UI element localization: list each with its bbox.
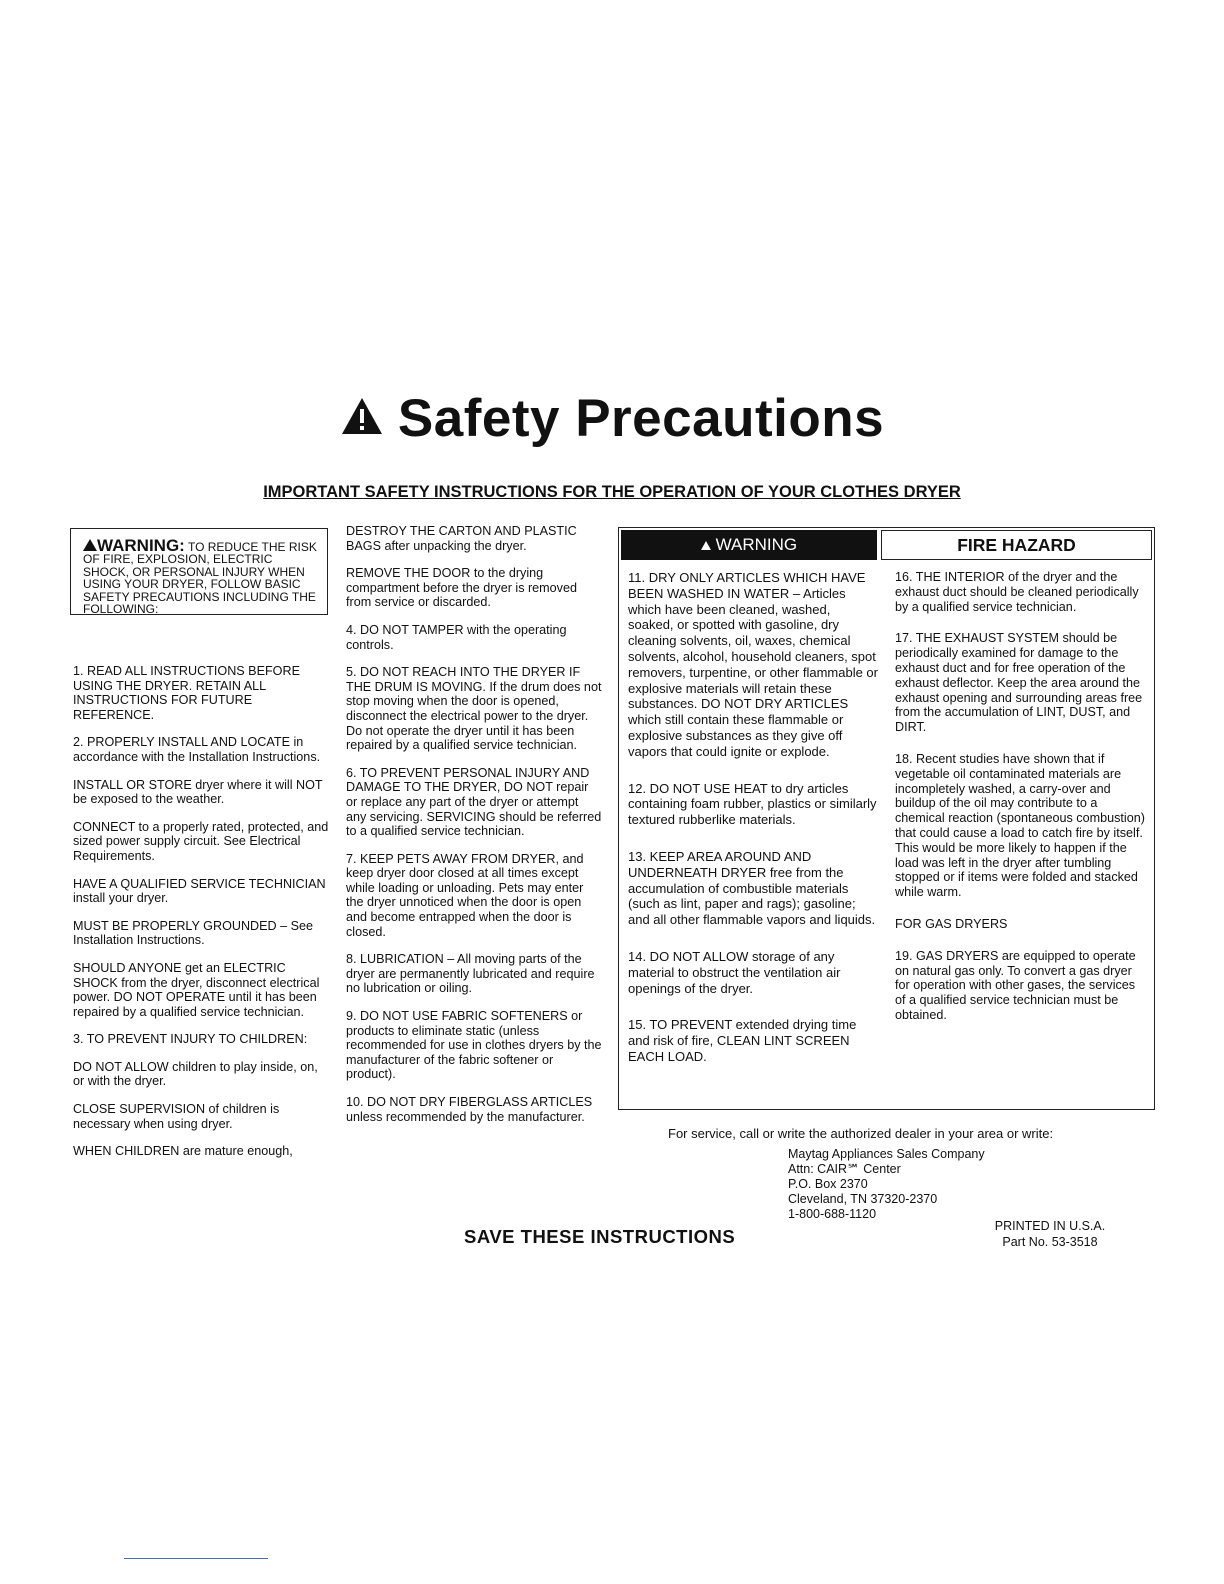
list-item: FOR GAS DRYERS [895,916,1008,931]
list-item: 19. GAS DRYERS are equipped to operate on natural gas only. To convert a gas dryer for operation with other gases, the services of a qualified service technician must be obtained. [895,948,1136,1022]
list-item: HAVE A QUALIFIED SERVICE TECHNICIAN install your dryer. [73,876,326,906]
printed-info [960,1218,1140,1250]
address-line: 1-800-688-1120 [788,1207,877,1221]
column-2 [346,524,602,1137]
list-item: 18. Recent studies have shown that if vegetable oil contaminated materials are incompletely washed, a carry-over and buildup of the oil may contribute to a chemical reaction (spontaneous combustion) that could cause a load to catch fire by itself. This would be more likely to happen if the load was left in the dryer after tumbling stopped or if items were folded and stacked while warm. [895,751,1145,900]
column-4 [895,570,1147,1040]
list-item: DO NOT ALLOW children to play inside, on, or with the dryer. [73,1059,318,1089]
page-title [0,388,1224,453]
list-item: WHEN CHILDREN are mature enough, [73,1144,293,1159]
list-item: CLOSE SUPERVISION of children is necessary when using dryer. [73,1102,280,1131]
list-item: 2. PROPERLY INSTALL AND LOCATE in accordance with the Installation Instructions. [73,735,321,764]
list-item: 14. DO NOT ALLOW storage of any material to obstruct the ventilation air openings of the dryer. [628,948,841,996]
list-item: CONNECT to a properly rated, protected, and sized power supply circuit. See Electrical Requirements. [73,819,329,863]
list-item: SHOULD ANYONE get an ELECTRIC SHOCK from the dryer, disconnect electrical power. DO NOT OPERATE until it has been repaired by a qualified service technician. [73,960,320,1019]
address-line: Attn: CAIR℠ Center [788,1162,901,1176]
column-1 [73,664,331,1172]
list-item: 3. TO PREVENT INJURY TO CHILDREN: [73,1032,308,1047]
list-item: 4. DO NOT TAMPER with the operating controls. [346,622,567,652]
address-line: Cleveland, TN 37320-2370 [788,1192,938,1206]
address-block [788,1147,1048,1222]
column-3 [628,570,878,1086]
warning-header [621,530,877,560]
warning-box [70,528,328,615]
list-item: MUST BE PROPERLY GROUNDED – See Installation Instructions. [73,918,314,948]
address-line: P.O. Box 2370 [788,1177,868,1191]
list-item: 16. THE INTERIOR of the dryer and the exhaust duct should be cleaned periodically by a qualified service technician. [895,570,1139,614]
list-item: DESTROY THE CARTON AND PLASTIC BAGS after unpacking the dryer. [346,524,577,553]
list-item: 7. KEEP PETS AWAY FROM DRYER, and keep dryer door closed at all times except while loading or unloading. Pets may enter the dryer unnoticed when the door is open and become entrapped when the door is closed. [346,851,584,939]
service-line: For service, call or write the authorized dealer in your area or write: [668,1126,1054,1141]
address-line: Maytag Appliances Sales Company [788,1147,985,1161]
fire-hazard-header: FIRE HAZARD [881,530,1152,560]
subtitle: IMPORTANT SAFETY INSTRUCTIONS FOR THE OPERATION OF YOUR CLOTHES DRYER [263,483,961,501]
printed-text: PRINTED IN U.S.A. [994,1219,1106,1233]
list-item: 6. TO PREVENT PERSONAL INJURY AND DAMAGE TO THE DRYER, DO NOT repair or replace any part of the dryer or attempt any servicing. SERVICING should be referred to a qualified service technician. [346,765,602,839]
list-item: 17. THE EXHAUST SYSTEM should be periodically examined for damage to the exhaust duct and for free operation of the exhaust deflector. Keep the area around the exhaust opening and surrounding areas free from the accumulation of LINT, DUST, and DIRT. [895,631,1143,735]
save-instructions: SAVE THESE INSTRUCTIONS [464,1226,736,1247]
list-item: REMOVE THE DOOR to the drying compartment before the dryer is removed from service or discarded. [346,566,577,610]
list-item: 13. KEEP AREA AROUND AND UNDERNEATH DRYER free from the accumulation of combustible materials (such as lint, paper and rags); gasoline; and all other flammable vapors and liquids. [628,848,876,928]
list-item: 12. DO NOT USE HEAT to dry articles containing foam rubber, plastics or similarly textured rubberlike materials. [628,780,877,828]
list-item: 8. LUBRICATION – All moving parts of the dryer are permanently lubricated and require no lubrication or oiling. [346,952,595,996]
list-item: 1. READ ALL INSTRUCTIONS BEFORE USING THE DRYER. RETAIN ALL INSTRUCTIONS FOR FUTURE REFERENCE. [73,664,300,722]
list-item: INSTALL OR STORE dryer where it will NOT be exposed to the weather. [73,777,323,807]
warning-triangle-icon [340,388,384,449]
list-item: 15. TO PREVENT extended drying time and risk of fire, CLEAN LINT SCREEN EACH LOAD. [628,1017,857,1064]
footer-divider [124,1558,268,1559]
warning-triangle-icon [701,535,711,554]
warning-label: WARNING: [97,536,185,555]
warning-text: TO REDUCE THE RISK OF FIRE, EXPLOSION, ELECTRIC SHOCK, OR PERSONAL INJURY WHEN USING YOUR DRYER, FOLLOW BASIC SAFETY PRECAUTIONS INCLUDING THE FOLLOWING: [83,540,317,617]
list-item: 9. DO NOT USE FABRIC SOFTENERS or products to eliminate static (unless recommended for use in clothes dryers by the manufacturer of the fabric softener or product). [346,1009,602,1082]
list-item: 11. DRY ONLY ARTICLES WHICH HAVE BEEN WASHED IN WATER – Articles which have been cleaned, washed, soaked, or spotted with gasoline, dry cleaning solvents, oil, waxes, chemical solvents, alcohol, household cleaners, spot removers, turpentine, or other flammable or explosive materials will retain these substances. DO NOT DRY ARTICLES which still contain these flammable or explosive substances as they give off vapors that could ignite or explode. [628,570,878,759]
list-item: 10. DO NOT DRY FIBERGLASS ARTICLES unless recommended by the manufacturer. [346,1095,593,1124]
part-number: Part No. 53-3518 [1002,1235,1098,1249]
list-item: 5. DO NOT REACH INTO THE DRYER IF THE DRUM IS MOVING. If the drum does not stop moving when the door is opened, disconnect the electrical power to the dryer. Do not operate the dryer until it has been repaired by a qualified service technician. [346,665,602,753]
warning-header-text: WARNING [715,535,798,554]
title-text: Safety Precautions [397,389,885,448]
